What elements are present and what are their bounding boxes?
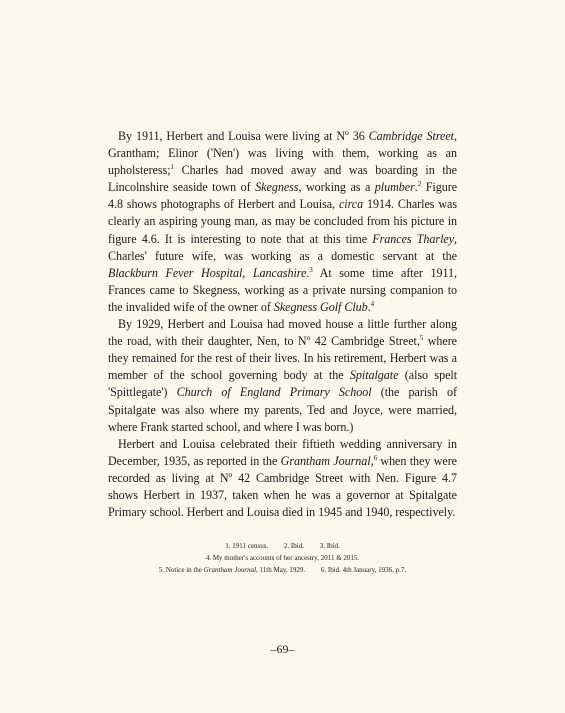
paragraph — [108, 128, 457, 316]
footnote-4: 4. My mother's accounts of her ancestry, 2011 & 2015. — [205, 554, 360, 563]
text-run: . — [414, 180, 418, 195]
italic-text: circa — [338, 197, 364, 212]
text-run: (the parish of Spitalgate was also where my parents, Ted and Joyce, were married, where Frank started school, and where I was born.) — [108, 385, 457, 434]
text-run: , — [370, 453, 374, 468]
italic-text: Spitalgate — [349, 368, 399, 383]
text-run: (also spelt 'Spittlegate') — [108, 368, 458, 400]
italic-text: Grantham Journal — [280, 453, 371, 468]
footnote-ref: 6 — [373, 453, 378, 462]
paragraph — [108, 316, 457, 436]
footnote-ref: 1 — [170, 163, 174, 172]
text-run: By — [118, 129, 136, 143]
text-run: At some time after 1911, Frances came to Skegness, working as a private nursing companion to the invalided wife of the owner of — [108, 265, 457, 314]
footnote-line-1 — [60, 540, 505, 552]
text-run: when they were recorded as living at Nº 42 Cambridge Street with Nen. Figure 4.7 shows Herbert in 1937, taken when he was a governor at Spitalgate Primary school. Herbert and Louisa died in 1945 and 1940, respectively. — [108, 453, 457, 520]
text-run: Nº 36 — [336, 129, 365, 143]
footnote-1: 1. 1911 census. — [225, 542, 269, 550]
footnote-ref: 4 — [370, 299, 375, 308]
text-run: By 1929, Herbert and Louisa had moved house a little further along the road, with their daughter, Nen, to Nº 42 Cambridge Street, — [108, 317, 457, 349]
text-run: . — [306, 265, 310, 280]
italic-text: Church of England Primary School — [176, 385, 372, 400]
text-run: ) was living with them, working as an upholsteress; — [108, 146, 457, 178]
footnote-ref: 3 — [309, 265, 313, 274]
text-run: , working as a — [298, 180, 375, 195]
text-run: 'Nen' — [210, 146, 236, 161]
italic-text: plumber — [374, 180, 415, 195]
footnote-6: 6. Ibid. 4th January, 1936, p.7. — [320, 566, 407, 575]
text-run: Herbert and Louisa celebrated their fiftieth wedding anniversary in December, 1935, as reported in the — [108, 436, 457, 468]
text-run: Charles had moved away and was boarding in the Lincolnshire seaside town of — [108, 163, 457, 195]
text-run: Figure 4.8 shows photographs of Herbert and Louisa, — [108, 180, 458, 212]
italic-text: Frances Tharley — [372, 231, 455, 246]
footnote-2: 2. Ibid. — [283, 542, 304, 550]
footnotes — [60, 540, 505, 577]
footnote-ref: 2 — [417, 180, 422, 189]
italic-text: Cambridge Street — [368, 129, 454, 143]
paragraph — [108, 436, 457, 521]
footnote-line-3 — [60, 564, 505, 576]
page-number: –69– — [270, 642, 295, 656]
italic-text: Skegness — [255, 180, 299, 195]
text-run: 1911 — [135, 129, 160, 143]
text-run: . — [367, 299, 371, 314]
footnote-ref: 5 — [419, 334, 424, 343]
text-run: , Herbert and Louisa were living at — [159, 129, 337, 143]
italic-text: Skegness Golf Club — [273, 299, 368, 314]
text-run: , Grantham; Elinor ( — [108, 129, 457, 161]
body-text — [108, 128, 457, 521]
footnote-5: 5. Notice in the Grantham Journal, 11th May, 1929. — [158, 566, 306, 575]
italic-text: Blackburn Fever Hospital, Lancashire — [108, 265, 307, 280]
text-run: , Charles' future wife, was working as a domestic servant at the — [108, 231, 457, 263]
text-run: where they remained for the rest of their lives. In his retirement, Herbert was a member of the school governing body at the — [108, 334, 457, 383]
footnote-3: 3. Ibid. — [319, 542, 340, 550]
text-run: 1914. Charles was clearly an aspiring young man, as may be concluded from his picture in figure 4.6. It is interesting to note that at this time — [108, 197, 457, 246]
